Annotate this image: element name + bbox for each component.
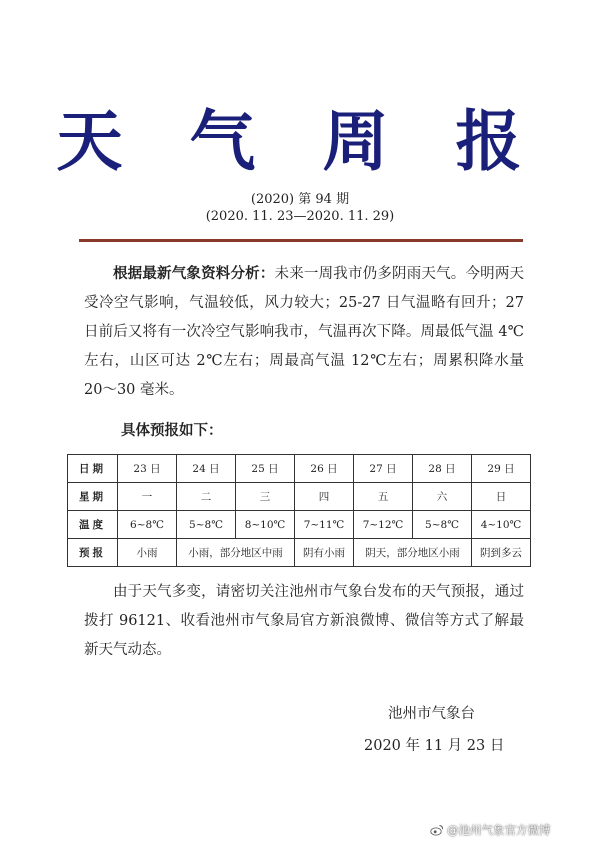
row-temperature — [68, 511, 531, 539]
row-weather — [68, 539, 531, 567]
row-header-date: 日期 — [68, 455, 118, 483]
temp-cell: 5~8℃ — [177, 511, 236, 539]
date-cell: 27 日 — [354, 455, 413, 483]
weekday-cell: 日 — [472, 483, 531, 511]
signature-date: 2020 年 11 月 23 日 — [364, 738, 505, 754]
watermark-text: @池州气象官方微博 — [447, 823, 551, 837]
date-cell: 23 日 — [118, 455, 177, 483]
forecast-table — [67, 454, 531, 567]
temp-cell: 4~10℃ — [472, 511, 531, 539]
notice-paragraph: 由于天气多变，请密切关注池州市气象台发布的天气预报，通过拨打 96121、收看池州市气象局官方新浪微博、微信等方式了解最新天气动态。 — [84, 584, 524, 658]
weather-cell: 阴有小雨 — [295, 539, 354, 567]
weekday-cell: 一 — [118, 483, 177, 511]
weibo-icon — [430, 824, 444, 836]
row-header-temperature: 温度 — [68, 511, 118, 539]
temp-cell: 5~8℃ — [413, 511, 472, 539]
date-cell: 26 日 — [295, 455, 354, 483]
weather-cell: 阴天，部分地区小雨 — [354, 539, 472, 567]
temp-cell: 6~8℃ — [118, 511, 177, 539]
summary-paragraph — [84, 259, 524, 405]
header-divider — [79, 239, 523, 242]
temp-cell: 7~12℃ — [354, 511, 413, 539]
temp-cell: 7~11℃ — [295, 511, 354, 539]
weather-cell: 阴到多云 — [472, 539, 531, 567]
signature-org: 池州市气象台 — [388, 706, 475, 722]
weather-cell: 小雨 — [118, 539, 177, 567]
report-title: 天 气 周 报 — [56, 102, 544, 180]
weather-cell: 小雨，部分地区中雨 — [177, 539, 295, 567]
forecast-intro: 具体预报如下： — [121, 422, 223, 439]
issue-number: (2020) 第 94 期 — [250, 192, 350, 207]
date-cell: 29 日 — [472, 455, 531, 483]
report-period: (2020. 11. 23—2020. 11. 29) — [205, 209, 395, 224]
row-header-weekday: 星期 — [68, 483, 118, 511]
summary-lead: 根据最新气象资料分析： — [113, 265, 275, 282]
weekday-cell: 五 — [354, 483, 413, 511]
watermark — [430, 822, 551, 838]
summary-text: 未来一周我市仍多阴雨天气。今明两天受冷空气影响，气温较低，风力较大；25-27 日气温略有回升；27 日前后又将有一次冷空气影响我市，气温再次下降。周最低气温 4℃左右，山区可达 2℃左右；周最高气温 12℃左右；周累积降水量 20～30 毫米。 — [84, 266, 525, 398]
row-weekday — [68, 483, 531, 511]
weekday-cell: 六 — [413, 483, 472, 511]
weekday-cell: 二 — [177, 483, 236, 511]
date-cell: 28 日 — [413, 455, 472, 483]
date-cell: 24 日 — [177, 455, 236, 483]
row-date — [68, 455, 531, 483]
date-cell: 25 日 — [236, 455, 295, 483]
weekday-cell: 四 — [295, 483, 354, 511]
temp-cell: 8~10℃ — [236, 511, 295, 539]
weekday-cell: 三 — [236, 483, 295, 511]
row-header-weather: 预报 — [68, 539, 118, 567]
